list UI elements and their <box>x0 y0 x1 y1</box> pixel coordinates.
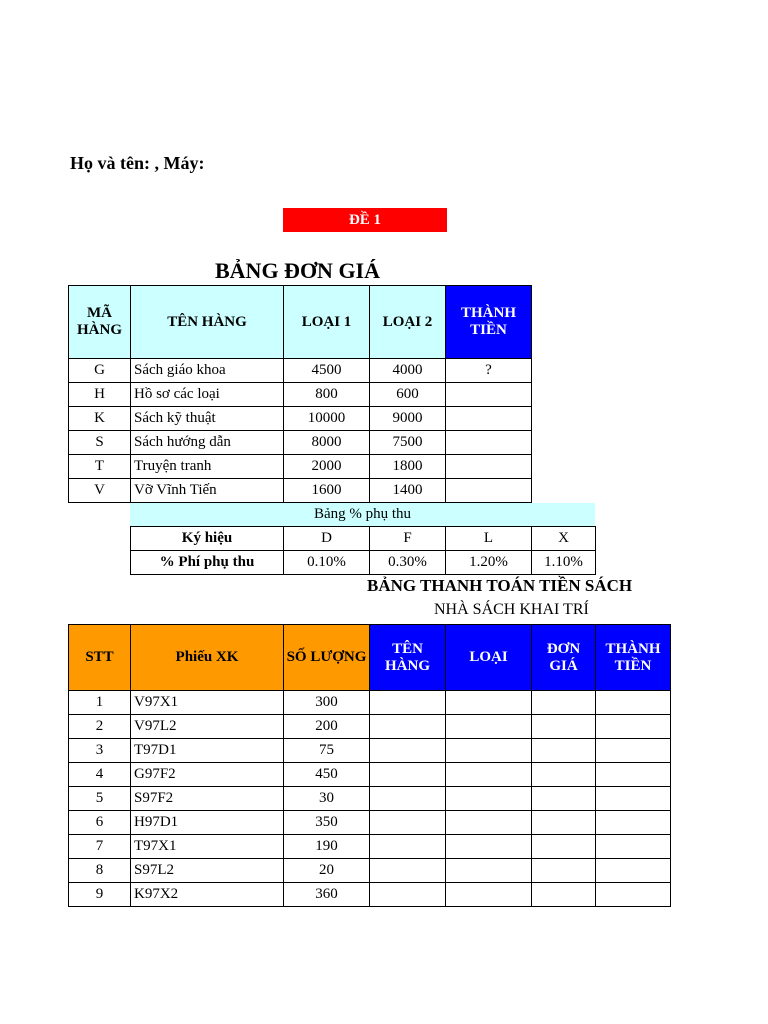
payment-table-title: BẢNG THANH TOÁN TIỀN SÁCH <box>367 576 633 595</box>
table-cell[interactable] <box>596 691 671 715</box>
table-cell[interactable]: Vỡ Vĩnh Tiến <box>131 479 284 503</box>
price-header-ma-hang: MÃ HÀNG <box>69 286 131 359</box>
table-cell[interactable]: 600 <box>370 383 446 407</box>
table-cell[interactable]: 20 <box>284 859 370 883</box>
table-cell[interactable]: D <box>284 527 370 551</box>
table-cell[interactable]: 75 <box>284 739 370 763</box>
table-cell[interactable] <box>446 715 532 739</box>
table-cell[interactable]: Sách hướng dẫn <box>131 431 284 455</box>
table-cell[interactable]: 360 <box>284 883 370 907</box>
price-header-loai-2: LOẠI 2 <box>370 286 446 359</box>
table-cell[interactable] <box>596 715 671 739</box>
table-cell[interactable]: 3 <box>69 739 131 763</box>
table-cell[interactable]: 300 <box>284 691 370 715</box>
table-cell[interactable]: 8000 <box>284 431 370 455</box>
table-cell[interactable]: G97F2 <box>131 763 284 787</box>
price-table-title: BẢNG ĐƠN GIÁ <box>215 258 381 283</box>
payment-table-row <box>69 691 671 715</box>
payment-table-row <box>69 787 671 811</box>
exam-number-banner: ĐỀ 1 <box>283 208 447 232</box>
table-cell[interactable]: 4 <box>69 763 131 787</box>
table-cell[interactable] <box>446 787 532 811</box>
table-cell[interactable] <box>446 431 532 455</box>
payment-header-thanh-tien: THÀNH TIỀN <box>596 625 671 691</box>
table-cell[interactable] <box>370 787 446 811</box>
price-table-row <box>69 383 532 407</box>
table-cell[interactable] <box>446 763 532 787</box>
table-cell[interactable] <box>532 859 596 883</box>
table-cell[interactable]: 2 <box>69 715 131 739</box>
table-cell[interactable]: Sách kỹ thuật <box>131 407 284 431</box>
table-cell[interactable]: F <box>370 527 446 551</box>
price-table-row <box>69 407 532 431</box>
table-cell[interactable]: K <box>69 407 131 431</box>
table-cell[interactable]: S97F2 <box>131 787 284 811</box>
price-header-thanh-tien: THÀNH TIỀN <box>446 286 532 359</box>
table-cell[interactable] <box>596 739 671 763</box>
table-cell[interactable]: % Phí phụ thu <box>131 551 284 575</box>
table-cell[interactable] <box>446 455 532 479</box>
payment-table <box>68 624 671 907</box>
student-name-machine-label: Họ và tên: , Máy: <box>70 153 205 173</box>
table-cell[interactable]: 6 <box>69 811 131 835</box>
table-cell[interactable]: H97D1 <box>131 811 284 835</box>
table-cell[interactable] <box>532 739 596 763</box>
payment-header-don-gia: ĐƠN GIÁ <box>532 625 596 691</box>
table-cell[interactable] <box>596 883 671 907</box>
table-cell[interactable] <box>532 763 596 787</box>
table-cell[interactable]: 8 <box>69 859 131 883</box>
table-cell[interactable]: V97L2 <box>131 715 284 739</box>
table-cell[interactable]: L <box>446 527 532 551</box>
surcharge-table-row <box>131 551 596 575</box>
table-cell[interactable]: 30 <box>284 787 370 811</box>
table-cell[interactable]: 450 <box>284 763 370 787</box>
table-cell[interactable]: 800 <box>284 383 370 407</box>
table-cell[interactable]: 4500 <box>284 359 370 383</box>
table-cell[interactable]: 1.20% <box>446 551 532 575</box>
table-cell[interactable]: 10000 <box>284 407 370 431</box>
table-cell[interactable]: K97X2 <box>131 883 284 907</box>
price-table <box>68 285 532 503</box>
table-cell[interactable] <box>596 835 671 859</box>
table-cell[interactable] <box>370 835 446 859</box>
price-table-row <box>69 359 532 383</box>
table-cell[interactable] <box>446 883 532 907</box>
table-cell[interactable]: T97D1 <box>131 739 284 763</box>
table-cell[interactable] <box>446 383 532 407</box>
table-cell[interactable]: 1800 <box>370 455 446 479</box>
payment-header-stt: STT <box>69 625 131 691</box>
table-cell[interactable]: 350 <box>284 811 370 835</box>
table-cell[interactable]: 7500 <box>370 431 446 455</box>
table-cell[interactable] <box>446 859 532 883</box>
payment-header-phieu-xk: Phiếu XK <box>131 625 284 691</box>
table-cell[interactable]: S <box>69 431 131 455</box>
payment-table-row <box>69 715 671 739</box>
table-cell[interactable]: 1600 <box>284 479 370 503</box>
table-cell[interactable] <box>596 859 671 883</box>
table-cell[interactable]: Ký hiệu <box>131 527 284 551</box>
price-header-loai-1: LOẠI 1 <box>284 286 370 359</box>
table-cell[interactable] <box>532 835 596 859</box>
table-cell[interactable]: 1 <box>69 691 131 715</box>
surcharge-table-row <box>131 527 596 551</box>
table-cell[interactable] <box>370 763 446 787</box>
table-cell[interactable]: 0.10% <box>284 551 370 575</box>
surcharge-table-caption: Bảng % phụ thu <box>130 503 595 526</box>
table-cell[interactable]: V <box>69 479 131 503</box>
table-cell[interactable]: Sách giáo khoa <box>131 359 284 383</box>
table-cell[interactable]: 200 <box>284 715 370 739</box>
table-cell[interactable]: 190 <box>284 835 370 859</box>
table-cell[interactable]: S97L2 <box>131 859 284 883</box>
table-cell[interactable]: Hồ sơ các loại <box>131 383 284 407</box>
price-table-row <box>69 455 532 479</box>
table-cell[interactable] <box>446 739 532 763</box>
payment-table-subtitle: NHÀ SÁCH KHAI TRÍ <box>434 601 589 618</box>
table-cell[interactable]: 7 <box>69 835 131 859</box>
table-cell[interactable]: 1400 <box>370 479 446 503</box>
table-cell[interactable]: G <box>69 359 131 383</box>
table-cell[interactable]: T97X1 <box>131 835 284 859</box>
table-cell[interactable]: 9000 <box>370 407 446 431</box>
payment-header-so-luong: SỐ LƯỢNG <box>284 625 370 691</box>
table-cell[interactable] <box>532 811 596 835</box>
price-table-row <box>69 479 532 503</box>
table-cell[interactable]: 9 <box>69 883 131 907</box>
table-cell[interactable] <box>370 739 446 763</box>
table-cell[interactable] <box>446 479 532 503</box>
table-cell[interactable] <box>446 835 532 859</box>
table-cell[interactable] <box>370 715 446 739</box>
table-cell[interactable] <box>370 883 446 907</box>
table-cell[interactable]: V97X1 <box>131 691 284 715</box>
table-cell[interactable] <box>446 811 532 835</box>
price-table-row <box>69 431 532 455</box>
table-cell[interactable]: 2000 <box>284 455 370 479</box>
table-cell[interactable]: 1.10% <box>532 551 596 575</box>
table-cell[interactable] <box>596 787 671 811</box>
payment-table-row <box>69 763 671 787</box>
table-cell[interactable] <box>532 715 596 739</box>
table-cell[interactable] <box>596 763 671 787</box>
table-cell[interactable]: X <box>532 527 596 551</box>
payment-table-row <box>69 859 671 883</box>
table-cell[interactable]: H <box>69 383 131 407</box>
table-cell[interactable] <box>446 691 532 715</box>
payment-table-row <box>69 811 671 835</box>
table-cell[interactable] <box>532 787 596 811</box>
table-cell[interactable] <box>532 883 596 907</box>
table-cell[interactable]: 4000 <box>370 359 446 383</box>
table-cell[interactable] <box>446 407 532 431</box>
table-cell[interactable]: T <box>69 455 131 479</box>
table-cell[interactable] <box>370 859 446 883</box>
table-cell[interactable]: 0.30% <box>370 551 446 575</box>
payment-table-row <box>69 835 671 859</box>
table-cell[interactable] <box>370 811 446 835</box>
table-cell[interactable] <box>532 691 596 715</box>
table-cell[interactable] <box>596 811 671 835</box>
price-header-ten-hang: TÊN HÀNG <box>131 286 284 359</box>
payment-header-ten-hang: TÊN HÀNG <box>370 625 446 691</box>
table-cell[interactable]: Truyện tranh <box>131 455 284 479</box>
table-cell[interactable] <box>370 691 446 715</box>
surcharge-table <box>130 526 596 575</box>
payment-table-row <box>69 739 671 763</box>
payment-table-row <box>69 883 671 907</box>
table-cell[interactable]: ? <box>446 359 532 383</box>
table-cell[interactable]: 5 <box>69 787 131 811</box>
payment-header-loai: LOẠI <box>446 625 532 691</box>
